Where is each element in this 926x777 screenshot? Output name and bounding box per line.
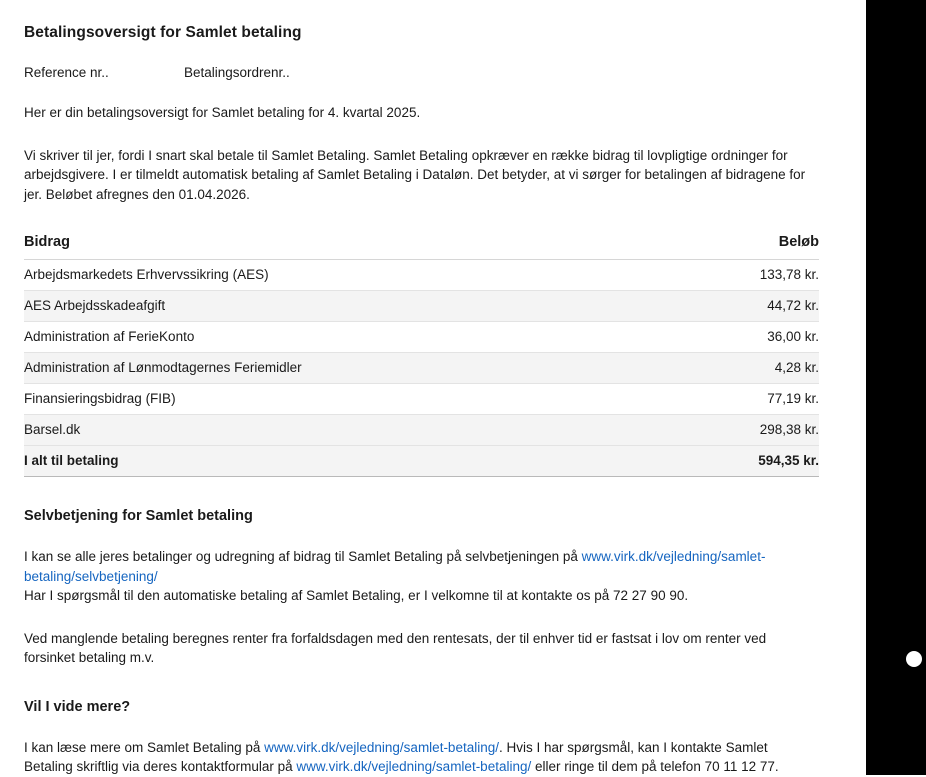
column-header-contribution: Bidrag [24, 230, 676, 260]
table-header-row [24, 230, 819, 260]
cursor-dot-indicator [906, 651, 922, 667]
contributions-table-wrapper [24, 230, 819, 477]
table-total-row [24, 446, 819, 477]
more-text-part3: eller ringe til dem på telefon 70 11 12 77. [531, 759, 779, 774]
reference-number-label: Reference nr.. [24, 65, 109, 80]
total-label: I alt til betaling [24, 446, 676, 477]
table-row [24, 353, 819, 384]
table-row [24, 322, 819, 353]
more-info-heading: Vil I vide mere? [24, 698, 131, 715]
contribution-amount: 4,28 kr. [676, 353, 819, 384]
selfservice-text: I kan se alle jeres betalinger og udregning af bidrag til Samlet Betaling på selvbetjeningen på [24, 549, 582, 564]
selfservice-heading: Selvbetjening for Samlet betaling [24, 508, 253, 524]
selfservice-paragraph [24, 547, 814, 606]
table-row [24, 260, 819, 291]
interest-note-paragraph: Ved manglende betaling beregnes renter fra forfaldsdagen med den rentesats, der til enhver tid er fastsat i lov om renter ved forsinket betaling m.v. [24, 630, 767, 665]
contributions-table [24, 230, 819, 477]
page-title: Betalingsoversigt for Samlet betaling [24, 24, 302, 41]
more-info-link-1[interactable]: www.virk.dk/vejledning/samlet-betaling/ [264, 739, 499, 755]
contribution-name: Arbejdsmarkedets Erhvervssikring (AES) [24, 260, 676, 291]
more-text-part2: . Hvis I har spørgsmål, kan I kontakte Samlet Betaling skriftlig via deres kontaktformular på [24, 739, 768, 774]
contribution-name: Administration af Lønmodtagernes Feriemidler [24, 353, 676, 384]
contribution-name: AES Arbejdsskadeafgift [24, 291, 676, 322]
contribution-amount: 77,19 kr. [676, 384, 819, 415]
contribution-name: Barsel.dk [24, 415, 676, 446]
contribution-amount: 36,00 kr. [676, 322, 819, 353]
contribution-amount: 298,38 kr. [676, 415, 819, 446]
reference-row [24, 65, 818, 80]
total-amount: 594,35 kr. [676, 446, 819, 477]
contribution-amount: 133,78 kr. [676, 260, 819, 291]
more-info-link-2[interactable]: www.virk.dk/vejledning/samlet-betaling/ [296, 759, 532, 774]
selfservice-link[interactable]: www.virk.dk/vejledning/samlet-betaling/selvbetjening/ [24, 549, 766, 584]
table-row [24, 384, 819, 415]
table-row [24, 415, 819, 446]
contribution-name: Administration af FerieKonto [24, 322, 676, 353]
payment-order-number-label: Betalingsordrenr.. [184, 65, 290, 80]
more-text-part1: I kan læse mere om Samlet Betaling på [24, 739, 265, 755]
column-header-amount: Beløb [676, 230, 819, 260]
contribution-amount: 44,72 kr. [676, 291, 819, 322]
table-row [24, 291, 819, 322]
more-info-paragraph [24, 738, 814, 777]
intro-paragraph: Her er din betalingsoversigt for Samlet betaling for 4. kvartal 2025. [24, 105, 421, 120]
selfservice-phone-line: Har I spørgsmål til den automatiske betaling af Samlet Betaling, er I velkomne til at kontakte os på 72 27 90 90. [24, 588, 689, 603]
body-paragraph: Vi skriver til jer, fordi I snart skal betale til Samlet Betaling. Samlet Betaling opkræver en række bidrag til lovpligtige ordninger for arbejdsgivere. I er tilmeldt automatisk betaling af Samlet Betaling i Dataløn. Det betyder, at vi sørger for betalingen af bidragene for jer. Beløbet afregnes den 01.04.2026. [24, 147, 806, 202]
contribution-name: Finansieringsbidrag (FIB) [24, 384, 676, 415]
